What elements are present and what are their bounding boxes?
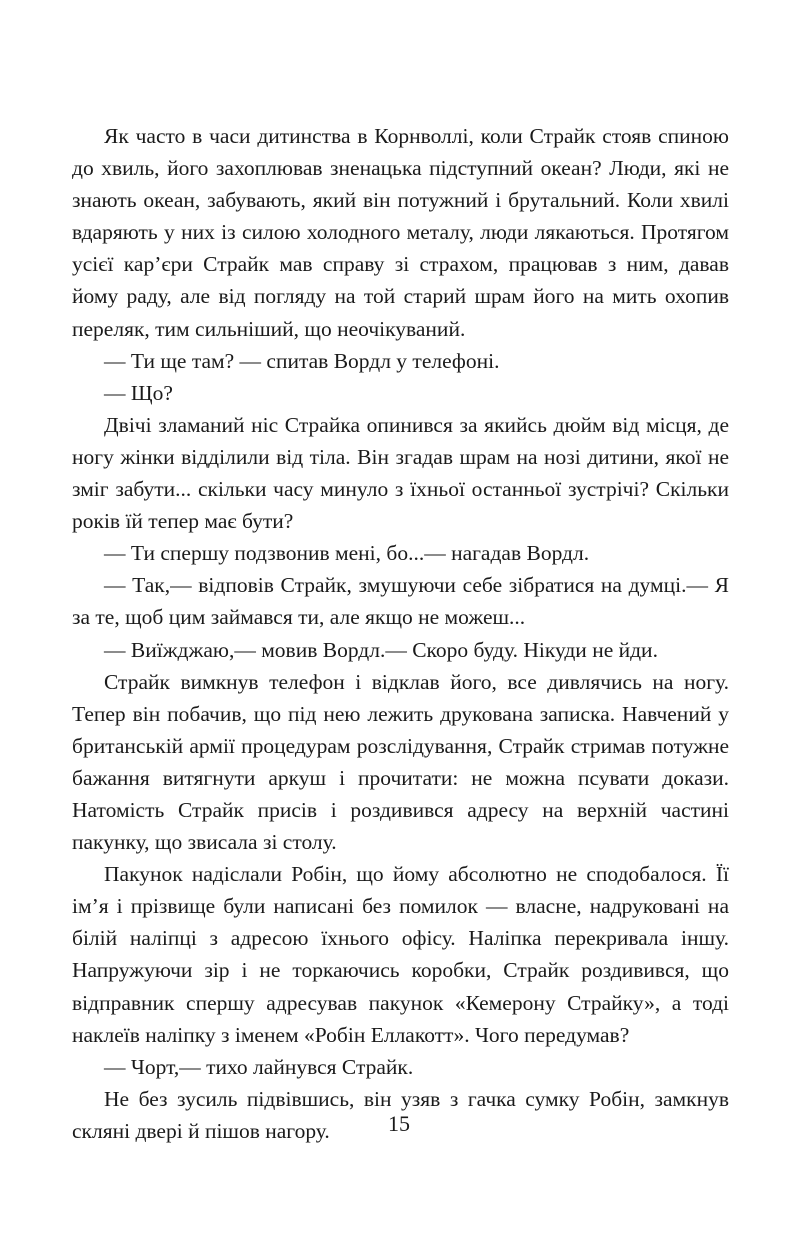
paragraph-4: Двічі зламаний ніс Страйка опинився за якийсь дюйм від місця, де ногу жінки відділили від тіла. Він згадав шрам на нозі дитини, якої не зміг забути... скільки часу минуло з їхньої останньої зустрічі? Скільки років їй тепер має бути? <box>72 412 729 534</box>
paragraph-9: Пакунок надіслали Робін, що йому абсолютно не сподобалося. Її ім’я і прізвище були написані без помилок — власне, надруковані на білій наліпці з адресою їхнього офісу. Наліпка перекривала іншу. Напружуючи зір і не торкаючись коробки, Страйк роздивився, що відправник спершу адресував пакунок «Кемерону Страйку», а тоді наклеїв наліпку з іменем «Робін Еллакотт». Чого передумав? <box>72 862 729 1047</box>
paragraph-5: — Ти спершу подзвонив мені, бо...— нагадав Вордл. <box>104 541 590 566</box>
paragraph-6: — Так,— відповів Страйк, змушуючи себе зібратися на думці.— Я за те, щоб цим займався ти, але якщо не можеш... <box>72 573 729 630</box>
paragraph-2: — Ти ще там? — спитав Вордл у телефоні. <box>104 348 500 373</box>
paragraph-10: — Чорт,— тихо лайнувся Страйк. <box>104 1054 414 1079</box>
paragraph-1: Як часто в часи дитинства в Корнволлі, коли Страйк стояв спиною до хвиль, його захоплював зненацька підступний океан? Люди, які не знають океан, забувають, який він потужний і брутальний. Коли хвилі вдаряють у них із силою холодного металу, люди лякаються. Протягом усієї кар’єри Страйк мав справу зі страхом, працював з ним, давав йому раду, але від погляду на той старий шрам його на мить охопив переляк, тим сильніший, що неочікуваний. <box>72 124 729 341</box>
paragraph-7: — Виїжджаю,— мовив Вордл.— Скоро буду. Нікуди не йди. <box>104 637 658 662</box>
page-number: 15 <box>388 1111 410 1136</box>
paragraph-3: — Що? <box>104 380 173 405</box>
paragraph-8: Страйк вимкнув телефон і відклав його, все дивлячись на ногу. Тепер він побачив, що під нею лежить друкована записка. Навчений у британській армії процедурам розслідування, Страйк стримав потужне бажання витягнути аркуш і прочитати: не можна псувати докази. Натомість Страйк присів і роздивився адресу на верхній частині пакунку, що звисала зі столу. <box>72 669 729 855</box>
body-text <box>72 120 729 1147</box>
paragraph-11: Не без зусиль підвівшись, він узяв з гачка сумку Робін, замкнув скляні двері й пішов нагору. <box>72 1086 729 1143</box>
